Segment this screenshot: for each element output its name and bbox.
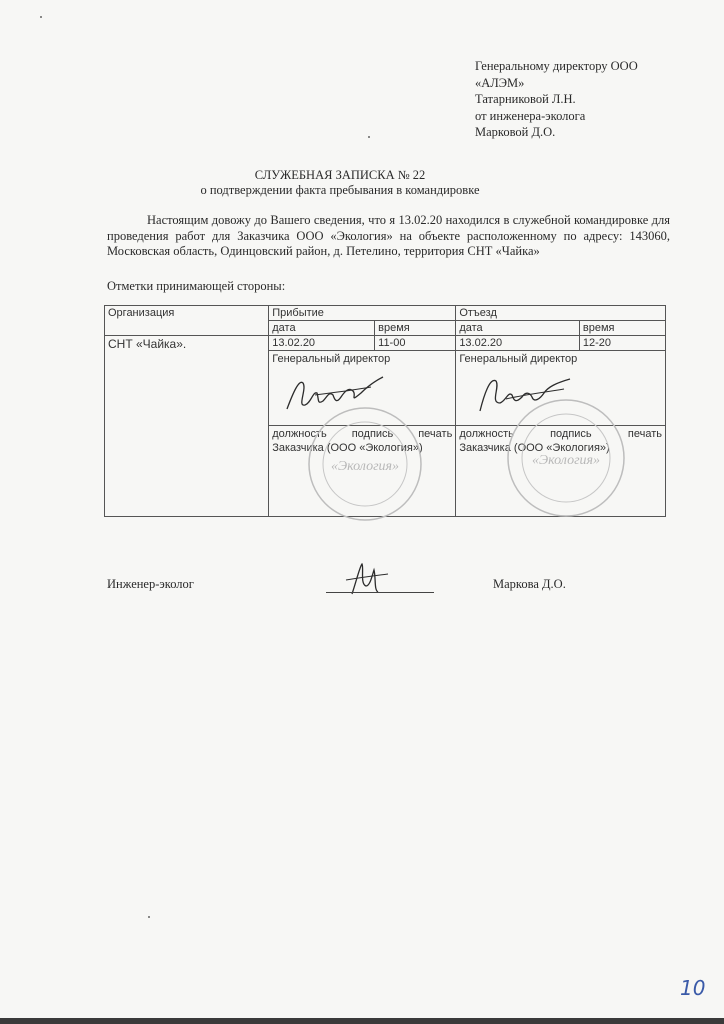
memo-body [107, 213, 670, 260]
header-departure-time: время [579, 321, 665, 336]
memo-subheading: о подтверждении факта пребывания в командировке [200, 183, 480, 197]
cell-arrival-time: 11-00 [375, 336, 456, 351]
caption-stamp: печать [418, 428, 453, 440]
header-arrival-time: время [375, 321, 456, 336]
departure-signer-position: Генеральный директор [459, 353, 578, 365]
caption-position: должность [272, 428, 327, 440]
addressee-line: от инженера-эколога [475, 108, 586, 123]
company-stamp [504, 396, 628, 520]
header-departure-date: дата [456, 321, 580, 336]
header-arrival: Прибытие [269, 306, 456, 321]
caption-customer: Заказчика (ООО «Экология») [272, 442, 423, 454]
memo-heading: СЛУЖЕБНАЯ ЗАПИСКА № 22 [254, 168, 426, 182]
addressee-line: «АЛЭМ» [475, 75, 525, 90]
caption-stamp: печать [627, 428, 662, 440]
table-header-row [105, 306, 666, 321]
table-row [105, 336, 666, 351]
cell-organization: СНТ «Чайка». [105, 336, 269, 517]
company-stamp [305, 404, 425, 524]
marks-label: Отметки принимающей стороны: [107, 279, 286, 293]
addressee-line: Татарниковой Л.Н. [475, 92, 576, 106]
page-number: 10 [680, 976, 706, 1000]
cell-arrival-date: 13.02.20 [269, 336, 375, 351]
scan-edge [0, 1018, 724, 1024]
scan-speck [148, 916, 150, 918]
cell-departure-date: 13.02.20 [456, 336, 580, 351]
departure-caption-cell [456, 426, 666, 517]
footer-role: Инженер-эколог [107, 577, 194, 591]
caption-signature: подпись [550, 428, 592, 440]
addressee-line: Марковой Д.О. [475, 125, 556, 139]
arrival-departure-table [104, 305, 666, 517]
addressee-line: Генеральному директору ООО [475, 59, 638, 73]
footer-name: Маркова Д.О. [493, 577, 566, 591]
memo-paragraph: Настоящим довожу до Вашего сведения, что я 13.02.20 находился в служебной командировке для проведения работ для Заказчика ООО «Экология» на объекте расположенному по адресу: 143060, Московская область, Одинцовский район, д. Петелино, территория СНТ «Чайка» [107, 213, 670, 258]
memo-title [120, 168, 560, 198]
signature-line [326, 592, 434, 593]
arrival-caption-cell [269, 426, 456, 517]
stamp-text: «Экология» [532, 453, 601, 468]
header-departure: Отъезд [456, 306, 666, 321]
caption-signature: подпись [351, 428, 394, 440]
caption-position: должность [459, 428, 514, 440]
addressee-block [475, 58, 705, 141]
scan-speck [40, 16, 42, 18]
scan-speck [368, 136, 370, 138]
header-arrival-date: дата [269, 321, 375, 336]
header-organization: Организация [105, 306, 269, 336]
stamp-text: «Экология» [331, 459, 400, 474]
cell-departure-time: 12-20 [579, 336, 665, 351]
arrival-signer-position: Генеральный директор [272, 353, 391, 365]
caption-customer: Заказчика (ООО «Экология») [459, 442, 610, 454]
